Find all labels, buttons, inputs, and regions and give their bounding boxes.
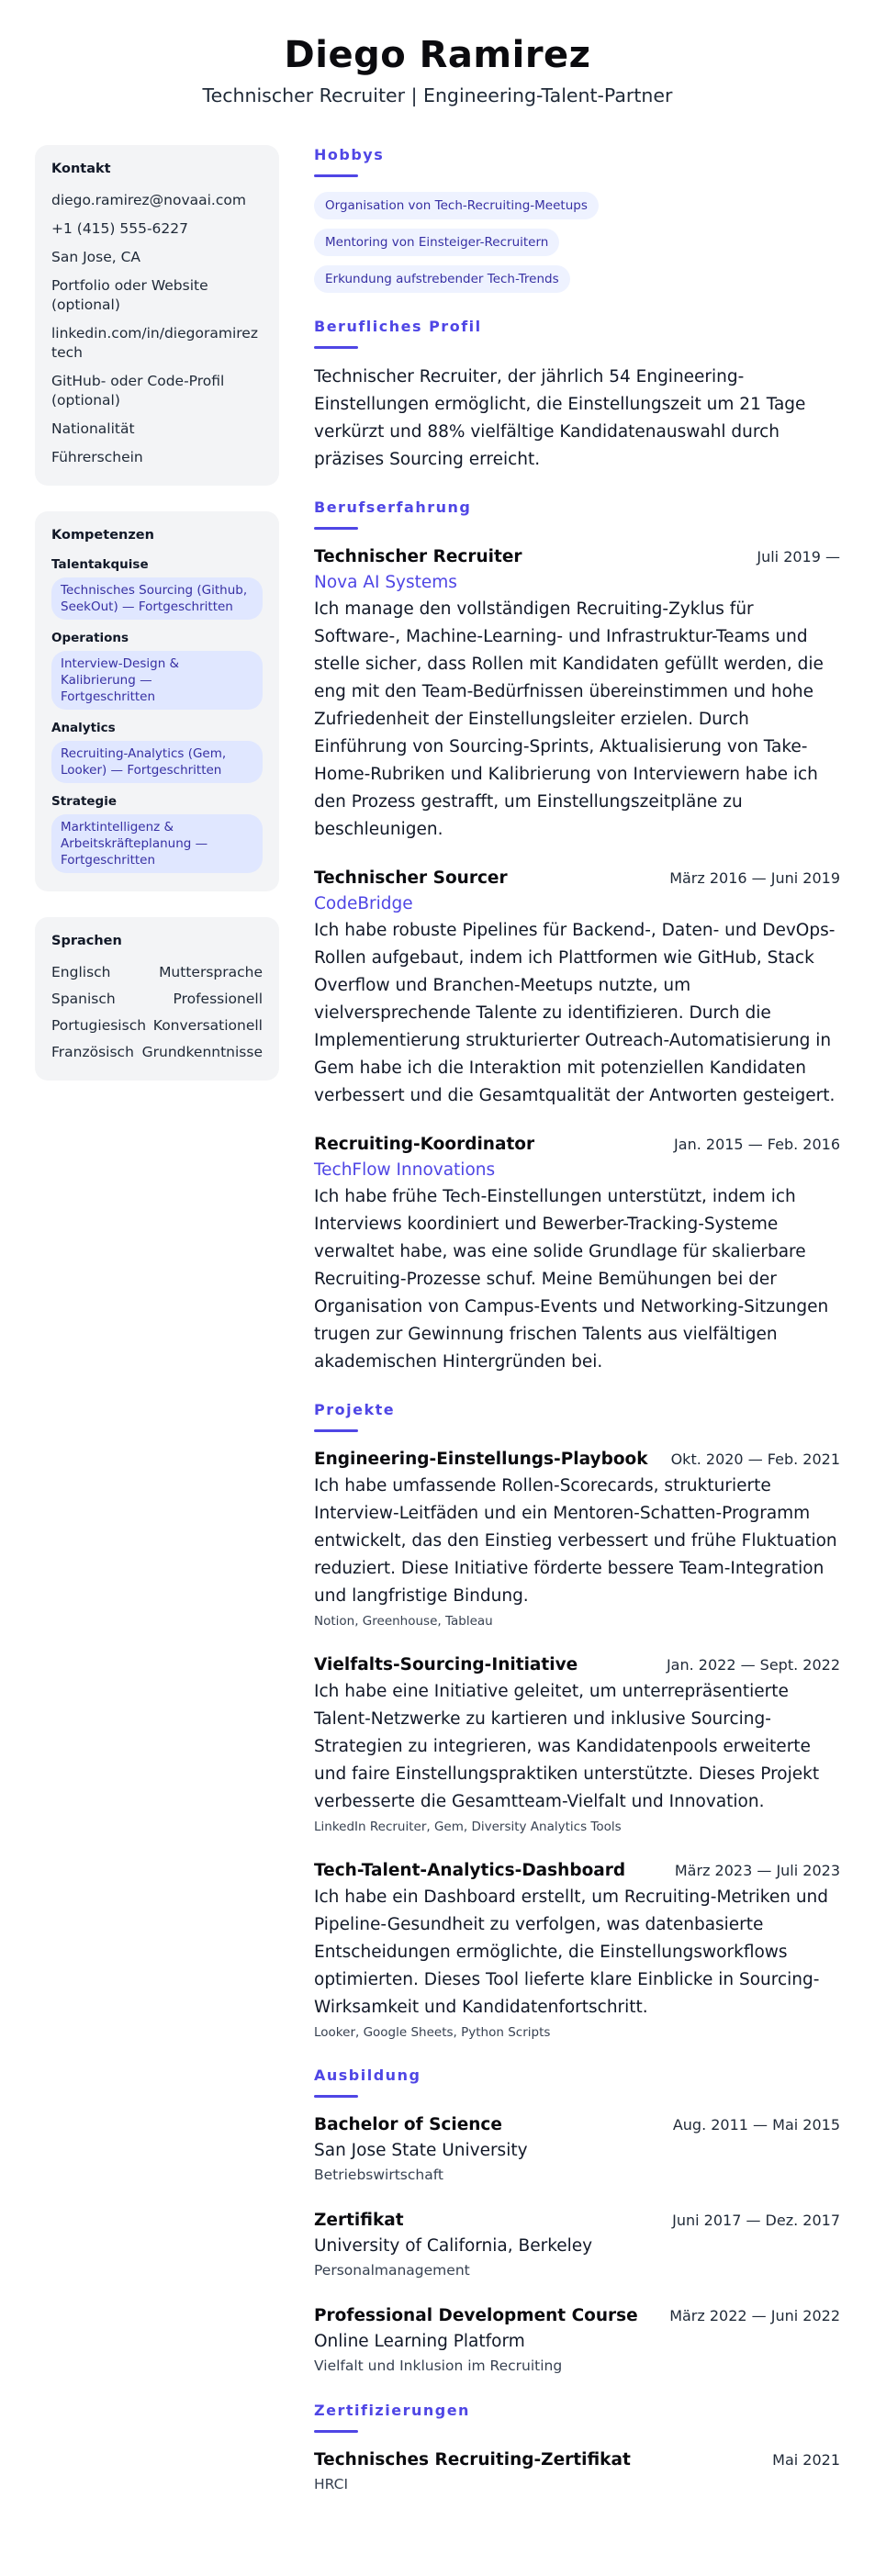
field-of-study: Vielfalt und Inklusion im Recruiting xyxy=(314,2358,563,2374)
project-title: Vielfalts-Sourcing-Initiative xyxy=(314,1655,578,1674)
skill-group xyxy=(51,557,263,620)
contact-title: Kontakt xyxy=(51,162,111,176)
contact-linkedin[interactable]: linkedin.com/in/diegoramireztech xyxy=(51,325,258,361)
experience-entry xyxy=(314,544,840,844)
entry-head xyxy=(314,544,840,570)
projects-section xyxy=(314,1400,840,2042)
hobbies-title: Hobbys xyxy=(314,146,385,163)
contact-github[interactable]: GitHub- oder Code-Profil (optional) xyxy=(51,373,225,409)
candidate-subtitle: Technischer Recruiter | Engineering-Talent-Partner xyxy=(202,84,673,106)
company-name: TechFlow Innovations xyxy=(314,1160,496,1180)
profile-section xyxy=(314,317,840,474)
language-row xyxy=(51,1016,263,1036)
candidate-name: Diego Ramirez xyxy=(284,34,591,76)
language-level: Grundkenntnisse xyxy=(141,1044,263,1060)
skill-group-title: Talentakquise xyxy=(51,557,149,572)
job-description: Ich manage den vollständigen Recruiting-Zyklus für Software-, Machine-Learning- und Infrastruktur-Teams und stelle sicher, dass Rollen mit Kandidaten gefüllt werden, die eng mit den Team-Bedürfnissen übereinstimmen und hohe Zufriedenheit der Einstellungsleiter erzielen. Durch Einführung von Sourcing-Sprints, Aktualisierung von Take-Home-Rubriken und Kalibrierung von Interviewern habe ich den Prozess gestrafft, um Einstellungszeitpläne zu beschleunigen. xyxy=(314,599,824,839)
job-description: Ich habe robuste Pipelines für Backend-, Daten- und DevOps-Rollen aufgebaut, indem ich Plattformen wie GitHub, Stack Overflow und Branchen-Meetups nutzte, um vielversprechende Talente zu identifizieren. Durch die Implementierung strukturierter Outreach-Automatisierung in Gem habe ich die Interaktion mit potenziellen Kandidaten verbessert und die Gesamtqualität der Antworten gesteigert. xyxy=(314,921,836,1105)
skill-group xyxy=(51,631,263,710)
entry-head xyxy=(314,2447,840,2473)
job-title: Technischer Recruiter xyxy=(314,547,522,566)
project-description: Ich habe umfassende Rollen-Scorecards, strukturierte Interview-Leitfäden und ein Mentoren-Schatten-Programm entwickelt, das den Einstieg verbessert und frühe Fluktuation reduziert. Diese Initiative förderte bessere Team-Integration und langfristige Bindung. xyxy=(314,1476,837,1606)
experience-section xyxy=(314,498,840,1376)
resume-header xyxy=(0,0,875,108)
institution-name: University of California, Berkeley xyxy=(314,2236,593,2256)
entry-head xyxy=(314,2303,840,2329)
experience-entry xyxy=(314,866,840,1110)
degree-title: Zertifikat xyxy=(314,2211,404,2230)
projects-title: Projekte xyxy=(314,1401,396,1418)
language-level: Muttersprache xyxy=(159,964,263,980)
company-name: Nova AI Systems xyxy=(314,573,457,592)
hobby-tag: Organisation von Tech-Recruiting-Meetups xyxy=(314,192,599,219)
certification-issuer: HRCI xyxy=(314,2476,349,2492)
language-level: Konversationell xyxy=(152,1017,263,1034)
experience-entry xyxy=(314,1132,840,1376)
skill-group xyxy=(51,794,263,873)
project-tools: Looker, Google Sheets, Python Scripts xyxy=(314,2025,551,2040)
language-name: Spanisch xyxy=(51,991,116,1007)
institution-name: Online Learning Platform xyxy=(314,2332,525,2351)
resume-layout xyxy=(35,145,840,2519)
skills-card xyxy=(35,511,279,891)
section-divider xyxy=(314,2095,358,2098)
skill-group xyxy=(51,721,263,783)
languages-card xyxy=(35,917,279,1081)
project-date: Okt. 2020 — Feb. 2021 xyxy=(670,1450,840,1468)
degree-date: März 2022 — Juni 2022 xyxy=(669,2307,840,2324)
certifications-section xyxy=(314,2401,840,2495)
entry-head xyxy=(314,1447,840,1473)
project-date: März 2023 — Juli 2023 xyxy=(674,1862,840,1879)
language-row xyxy=(51,990,263,1009)
skill-group-title: Analytics xyxy=(51,721,116,735)
education-title: Ausbildung xyxy=(314,2066,421,2084)
skill-group-title: Operations xyxy=(51,631,129,645)
language-level: Professionell xyxy=(173,991,263,1007)
contact-location: San Jose, CA xyxy=(51,249,141,265)
education-section xyxy=(314,2066,840,2377)
language-name: Portugiesisch xyxy=(51,1017,147,1034)
project-entry xyxy=(314,1652,840,1836)
degree-date: Aug. 2011 — Mai 2015 xyxy=(672,2116,840,2134)
education-entry xyxy=(314,2303,840,2377)
job-date: März 2016 — Juni 2019 xyxy=(669,869,840,887)
skills-title: Kompetenzen xyxy=(51,528,154,543)
project-entry xyxy=(314,1447,840,1630)
certifications-title: Zertifizierungen xyxy=(314,2402,470,2419)
hobbies-section xyxy=(314,145,840,293)
skill-tag: Marktintelligenz & Arbeitskräfteplanung — Fortgeschritten xyxy=(51,814,263,873)
language-name: Französisch xyxy=(51,1044,134,1060)
main-content xyxy=(314,145,840,2519)
company-name: CodeBridge xyxy=(314,894,413,913)
languages-title: Sprachen xyxy=(51,934,122,948)
job-title: Technischer Sourcer xyxy=(314,868,508,888)
project-tools: LinkedIn Recruiter, Gem, Diversity Analytics Tools xyxy=(314,1820,622,1834)
field-of-study: Personalmanagement xyxy=(314,2262,470,2279)
degree-date: Juni 2017 — Dez. 2017 xyxy=(672,2212,840,2229)
profile-title: Berufliches Profil xyxy=(314,318,482,335)
entry-head xyxy=(314,1132,840,1158)
project-tools: Notion, Greenhouse, Tableau xyxy=(314,1614,493,1629)
entry-head xyxy=(314,2208,840,2234)
contact-phone[interactable]: +1 (415) 555-6227 xyxy=(51,220,189,237)
project-title: Tech-Talent-Analytics-Dashboard xyxy=(314,1861,626,1880)
skill-tag: Recruiting-Analytics (Gem, Looker) — Fortgeschritten xyxy=(51,741,263,783)
degree-title: Bachelor of Science xyxy=(314,2115,502,2134)
job-date: Jan. 2015 — Feb. 2016 xyxy=(674,1136,840,1153)
institution-name: San Jose State University xyxy=(314,2141,528,2160)
education-entry xyxy=(314,2208,840,2281)
certification-date: Mai 2021 xyxy=(772,2451,840,2469)
section-divider xyxy=(314,174,358,177)
certification-title: Technisches Recruiting-Zertifikat xyxy=(314,2450,631,2470)
hobby-tag: Mentoring von Einsteiger-Recruitern xyxy=(314,229,559,256)
profile-text: Technischer Recruiter, der jährlich 54 Engineering-Einstellungen ermöglicht, die Einstellungszeit um 21 Tage verkürzt und 88% vielfältige Kandidatenauswahl durch präzises Sourcing erreicht. xyxy=(314,367,806,469)
section-divider xyxy=(314,2430,358,2433)
section-divider xyxy=(314,527,358,530)
project-title: Engineering-Einstellungs-Playbook xyxy=(314,1450,648,1469)
language-row xyxy=(51,1043,263,1062)
hobby-tag: Erkundung aufstrebender Tech-Trends xyxy=(314,265,570,293)
entry-head xyxy=(314,1858,840,1884)
skill-tag: Interview-Design & Kalibrierung — Fortgeschritten xyxy=(51,651,263,710)
contact-portfolio[interactable]: Portfolio oder Website (optional) xyxy=(51,277,208,313)
entry-head xyxy=(314,866,840,891)
job-date: Juli 2019 — xyxy=(757,548,840,566)
language-row xyxy=(51,963,263,982)
skill-tag: Technisches Sourcing (Github, SeekOut) — Fortgeschritten xyxy=(51,577,263,620)
entry-head xyxy=(314,2112,840,2138)
skill-group-title: Strategie xyxy=(51,794,118,809)
contact-card xyxy=(35,145,279,486)
certification-entry xyxy=(314,2447,840,2495)
language-name: Englisch xyxy=(51,964,111,980)
sidebar xyxy=(35,145,279,2519)
contact-nationality: Nationalität xyxy=(51,420,135,437)
experience-title: Berufserfahrung xyxy=(314,498,472,516)
section-divider xyxy=(314,1429,358,1432)
project-description: Ich habe eine Initiative geleitet, um unterrepräsentierte Talent-Netzwerke zu kartieren und inklusive Sourcing-Strategien zu integrieren, was Kandidatenpools erweiterte und faire Einstellungspraktiken unterstützte. Dieses Projekt verbesserte die Gesamtteam-Vielfalt und Innovation. xyxy=(314,1682,820,1811)
job-description: Ich habe frühe Tech-Einstellungen unterstützt, indem ich Interviews koordiniert und Bewerber-Tracking-Systeme verwaltet habe, was eine solide Grundlage für skalierbare Recruiting-Prozesse schuf. Meine Bemühungen bei der Organisation von Campus-Events und Networking-Sitzungen trugen zur Gewinnung frischen Talents aus vielfältigen akademischen Hintergründen bei. xyxy=(314,1187,829,1372)
project-entry xyxy=(314,1858,840,2042)
hobby-list xyxy=(314,192,840,293)
degree-title: Professional Development Course xyxy=(314,2306,638,2325)
education-entry xyxy=(314,2112,840,2186)
job-title: Recruiting-Koordinator xyxy=(314,1135,535,1154)
contact-license: Führerschein xyxy=(51,449,143,465)
field-of-study: Betriebswirtschaft xyxy=(314,2167,443,2183)
section-divider xyxy=(314,346,358,349)
project-date: Jan. 2022 — Sept. 2022 xyxy=(666,1656,840,1674)
entry-head xyxy=(314,1652,840,1678)
project-description: Ich habe ein Dashboard erstellt, um Recruiting-Metriken und Pipeline-Gesundheit zu verfolgen, was datenbasierte Entscheidungen ermöglichte, die Einstellungsworkflows optimierten. Dieses Tool lieferte klare Einblicke in Sourcing-Wirksamkeit und Kandidatenfortschritt. xyxy=(314,1887,829,2017)
contact-email[interactable]: diego.ramirez@novaai.com xyxy=(51,192,246,208)
